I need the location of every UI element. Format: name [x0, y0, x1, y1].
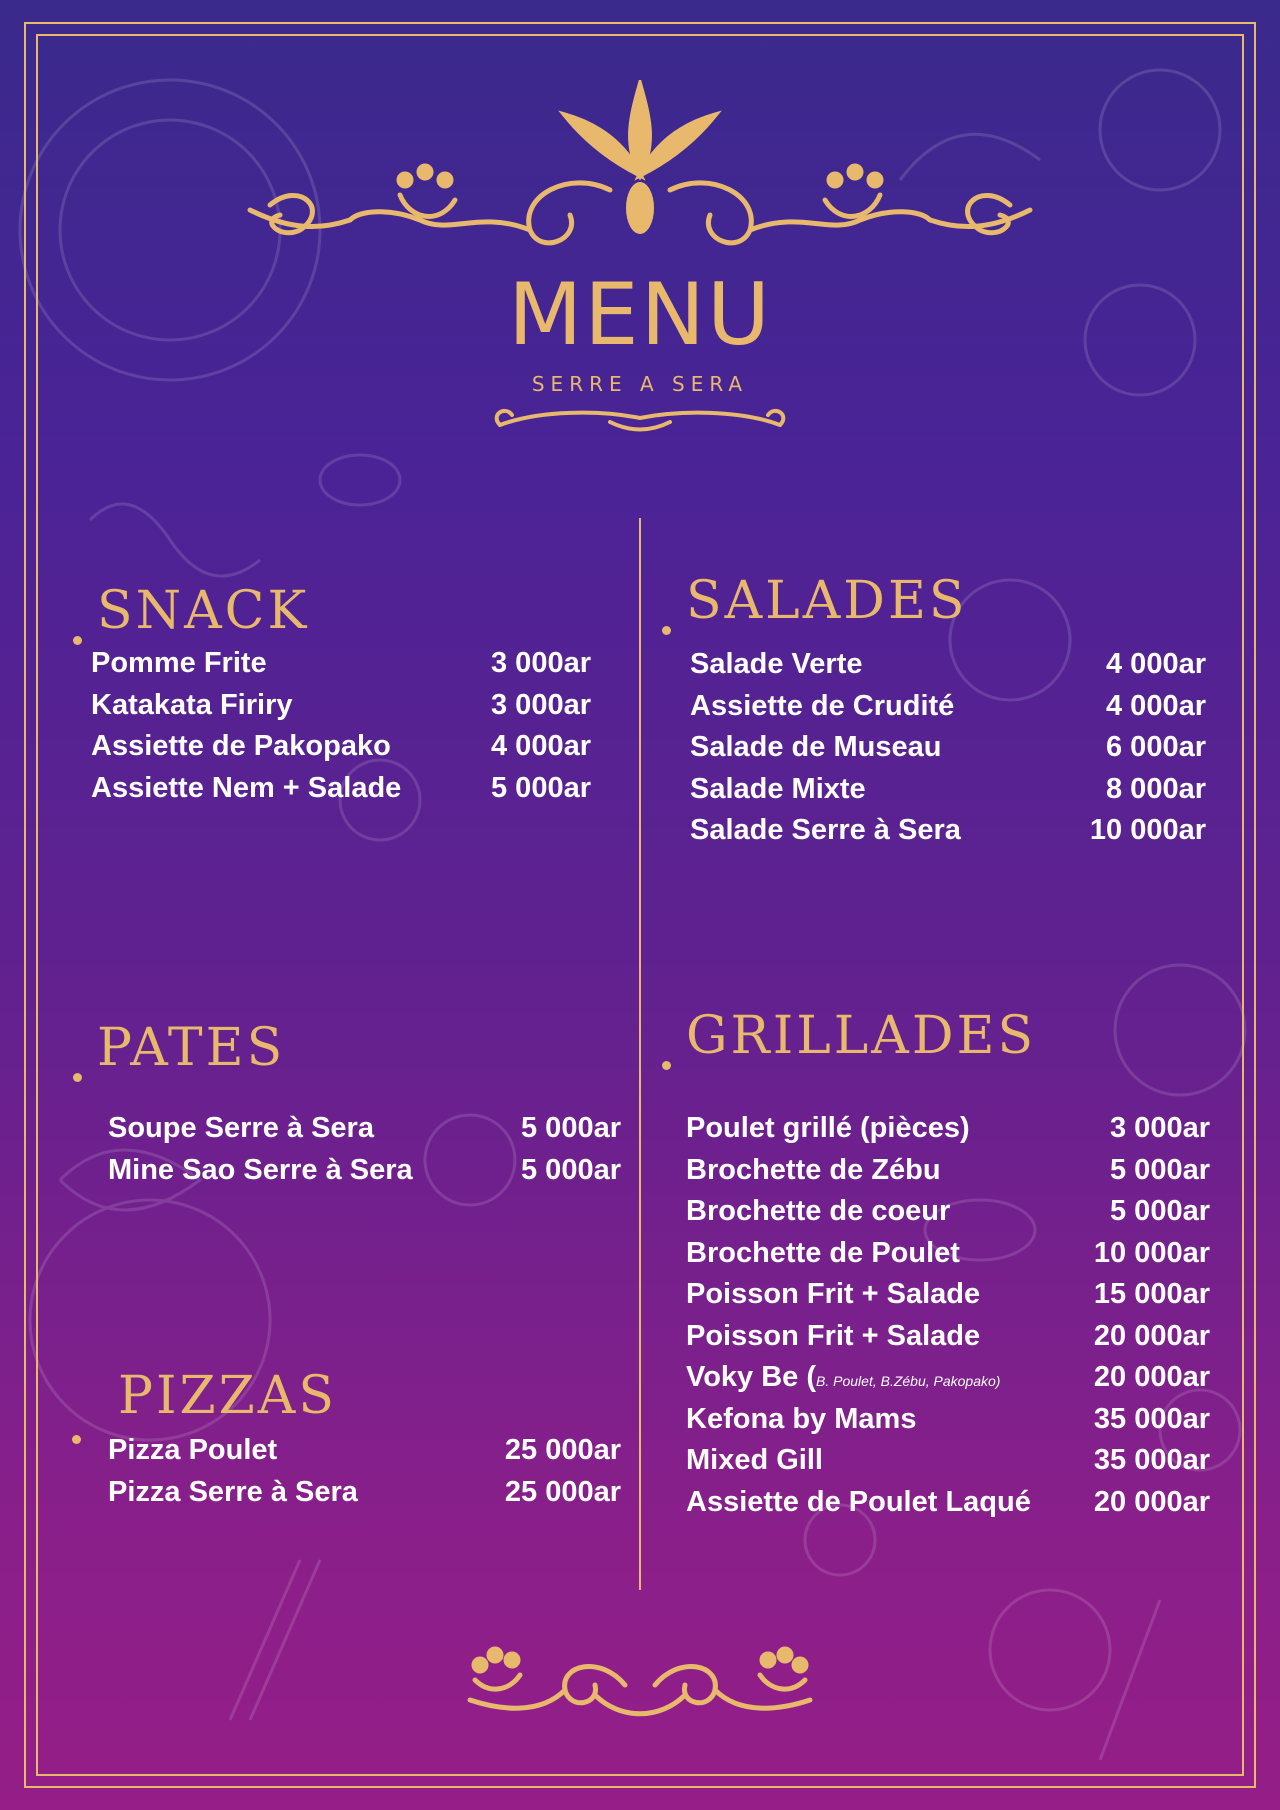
- item-name: Salade Verte: [690, 648, 863, 680]
- item-price: 6 000ar: [1106, 731, 1206, 763]
- section-title-salades: SALADES: [686, 575, 1206, 627]
- item-price: 4 000ar: [1106, 689, 1206, 722]
- menu-item: [91, 643, 591, 685]
- item-name: Salade Mixte: [690, 772, 866, 805]
- item-price: 5 000ar: [521, 1112, 621, 1144]
- section-title-pizzas: PIZZAS: [118, 1370, 621, 1422]
- menu-item: [686, 1108, 1210, 1150]
- item-name: Salade de Museau: [690, 731, 942, 763]
- menu-item: [686, 1150, 1210, 1192]
- item-name: Assiette Nem + Salade: [91, 771, 402, 804]
- item-price: 3 000ar: [491, 647, 591, 679]
- section-snack: [91, 581, 591, 809]
- item-price: 4 000ar: [491, 730, 591, 762]
- item-list-grillades: [686, 1108, 1210, 1523]
- menu-item: [686, 1233, 1210, 1275]
- section-salades: [686, 571, 1206, 852]
- menu-item: [686, 1440, 1210, 1482]
- item-name: Pomme Frite: [91, 647, 267, 679]
- item-name: Poisson Frit + Salade: [686, 1319, 981, 1352]
- column-divider: [639, 518, 641, 1590]
- menu-item: [108, 1150, 621, 1192]
- menu-item: [690, 686, 1206, 728]
- item-name: Assiette de Poulet Laqué: [686, 1485, 1031, 1518]
- section-grillades: [686, 1006, 1210, 1523]
- menu-item: [108, 1108, 621, 1150]
- item-list-pizzas: [108, 1430, 621, 1513]
- item-price: 25 000ar: [504, 1475, 621, 1508]
- item-price: 20 000ar: [1093, 1319, 1210, 1352]
- item-name: Brochette de coeur: [686, 1195, 951, 1227]
- top-flourish-ornament: [240, 80, 1040, 260]
- item-price: 3 000ar: [491, 688, 591, 721]
- section-pizzas: [108, 1366, 621, 1513]
- section-pates: [97, 1018, 621, 1191]
- item-name: Poulet grillé (pièces): [686, 1112, 970, 1144]
- menu-item: [686, 1274, 1210, 1316]
- item-name: Mine Sao Serre à Sera: [108, 1153, 413, 1186]
- item-name: Poisson Frit + Salade: [686, 1278, 981, 1310]
- item-note: B. Poulet, B.Zébu, Pakopako): [816, 1373, 1001, 1389]
- item-price: 10 000ar: [1093, 1236, 1210, 1269]
- item-price: 5 000ar: [1110, 1195, 1210, 1227]
- item-price: 4 000ar: [1106, 648, 1206, 680]
- menu-item: [686, 1316, 1210, 1358]
- bullet-dot: [72, 1435, 81, 1444]
- item-name: Brochette de Zébu: [686, 1153, 941, 1186]
- menu-item: [690, 727, 1206, 769]
- menu-item: [108, 1472, 621, 1514]
- section-title-pates: PATES: [97, 1022, 621, 1074]
- item-name: Brochette de Poulet: [686, 1236, 960, 1269]
- restaurant-name: SERRE A SERA: [531, 372, 749, 396]
- menu-item: [690, 810, 1206, 852]
- item-price: 20 000ar: [1093, 1361, 1210, 1393]
- item-name: Assiette de Pakopako: [91, 730, 391, 762]
- item-price: 10 000ar: [1089, 814, 1206, 846]
- menu-item: [91, 685, 591, 727]
- item-list-snack: [91, 643, 591, 809]
- item-list-salades: [690, 644, 1206, 852]
- item-name: Mixed Gill: [686, 1444, 823, 1476]
- menu-item: [686, 1357, 1210, 1399]
- item-name: Pizza Serre à Sera: [108, 1475, 358, 1508]
- item-price: 15 000ar: [1093, 1278, 1210, 1310]
- item-price: 20 000ar: [1093, 1485, 1210, 1518]
- item-name: Assiette de Crudité: [690, 689, 955, 722]
- section-title-snack: SNACK: [97, 585, 591, 637]
- title-underline-flourish: [480, 400, 800, 440]
- menu-item: [686, 1399, 1210, 1441]
- section-title-grillades: GRILLADES: [686, 1010, 1210, 1062]
- item-price: 35 000ar: [1093, 1402, 1210, 1435]
- menu-item: [690, 644, 1206, 686]
- item-price: 3 000ar: [1110, 1112, 1210, 1144]
- menu-item: [690, 769, 1206, 811]
- item-name: Kefona by Mams: [686, 1402, 917, 1435]
- menu-item: [686, 1191, 1210, 1233]
- menu-item: [91, 726, 591, 768]
- bullet-dot: [73, 636, 82, 645]
- item-price: 25 000ar: [504, 1434, 621, 1466]
- item-price: 5 000ar: [521, 1153, 621, 1186]
- menu-item: [108, 1430, 621, 1472]
- item-list-pates: [108, 1108, 621, 1191]
- item-price: 8 000ar: [1106, 772, 1206, 805]
- item-name: Salade Serre à Sera: [690, 814, 961, 846]
- item-price: 5 000ar: [1110, 1153, 1210, 1186]
- bullet-dot: [662, 1061, 671, 1070]
- bottom-flourish-ornament: [450, 1640, 830, 1730]
- item-price: 35 000ar: [1093, 1444, 1210, 1476]
- bullet-dot: [73, 1073, 82, 1082]
- item-name: Voky Be (: [686, 1361, 817, 1393]
- item-price: 5 000ar: [491, 771, 591, 804]
- item-name: Soupe Serre à Sera: [108, 1112, 374, 1144]
- item-name: Katakata Firiry: [91, 688, 293, 721]
- item-name: Pizza Poulet: [108, 1434, 278, 1466]
- menu-item: [91, 768, 591, 810]
- item-name-with-note: [686, 1357, 1000, 1403]
- menu-item: [686, 1482, 1210, 1524]
- menu-title: MENU: [508, 265, 772, 365]
- bullet-dot: [662, 626, 671, 635]
